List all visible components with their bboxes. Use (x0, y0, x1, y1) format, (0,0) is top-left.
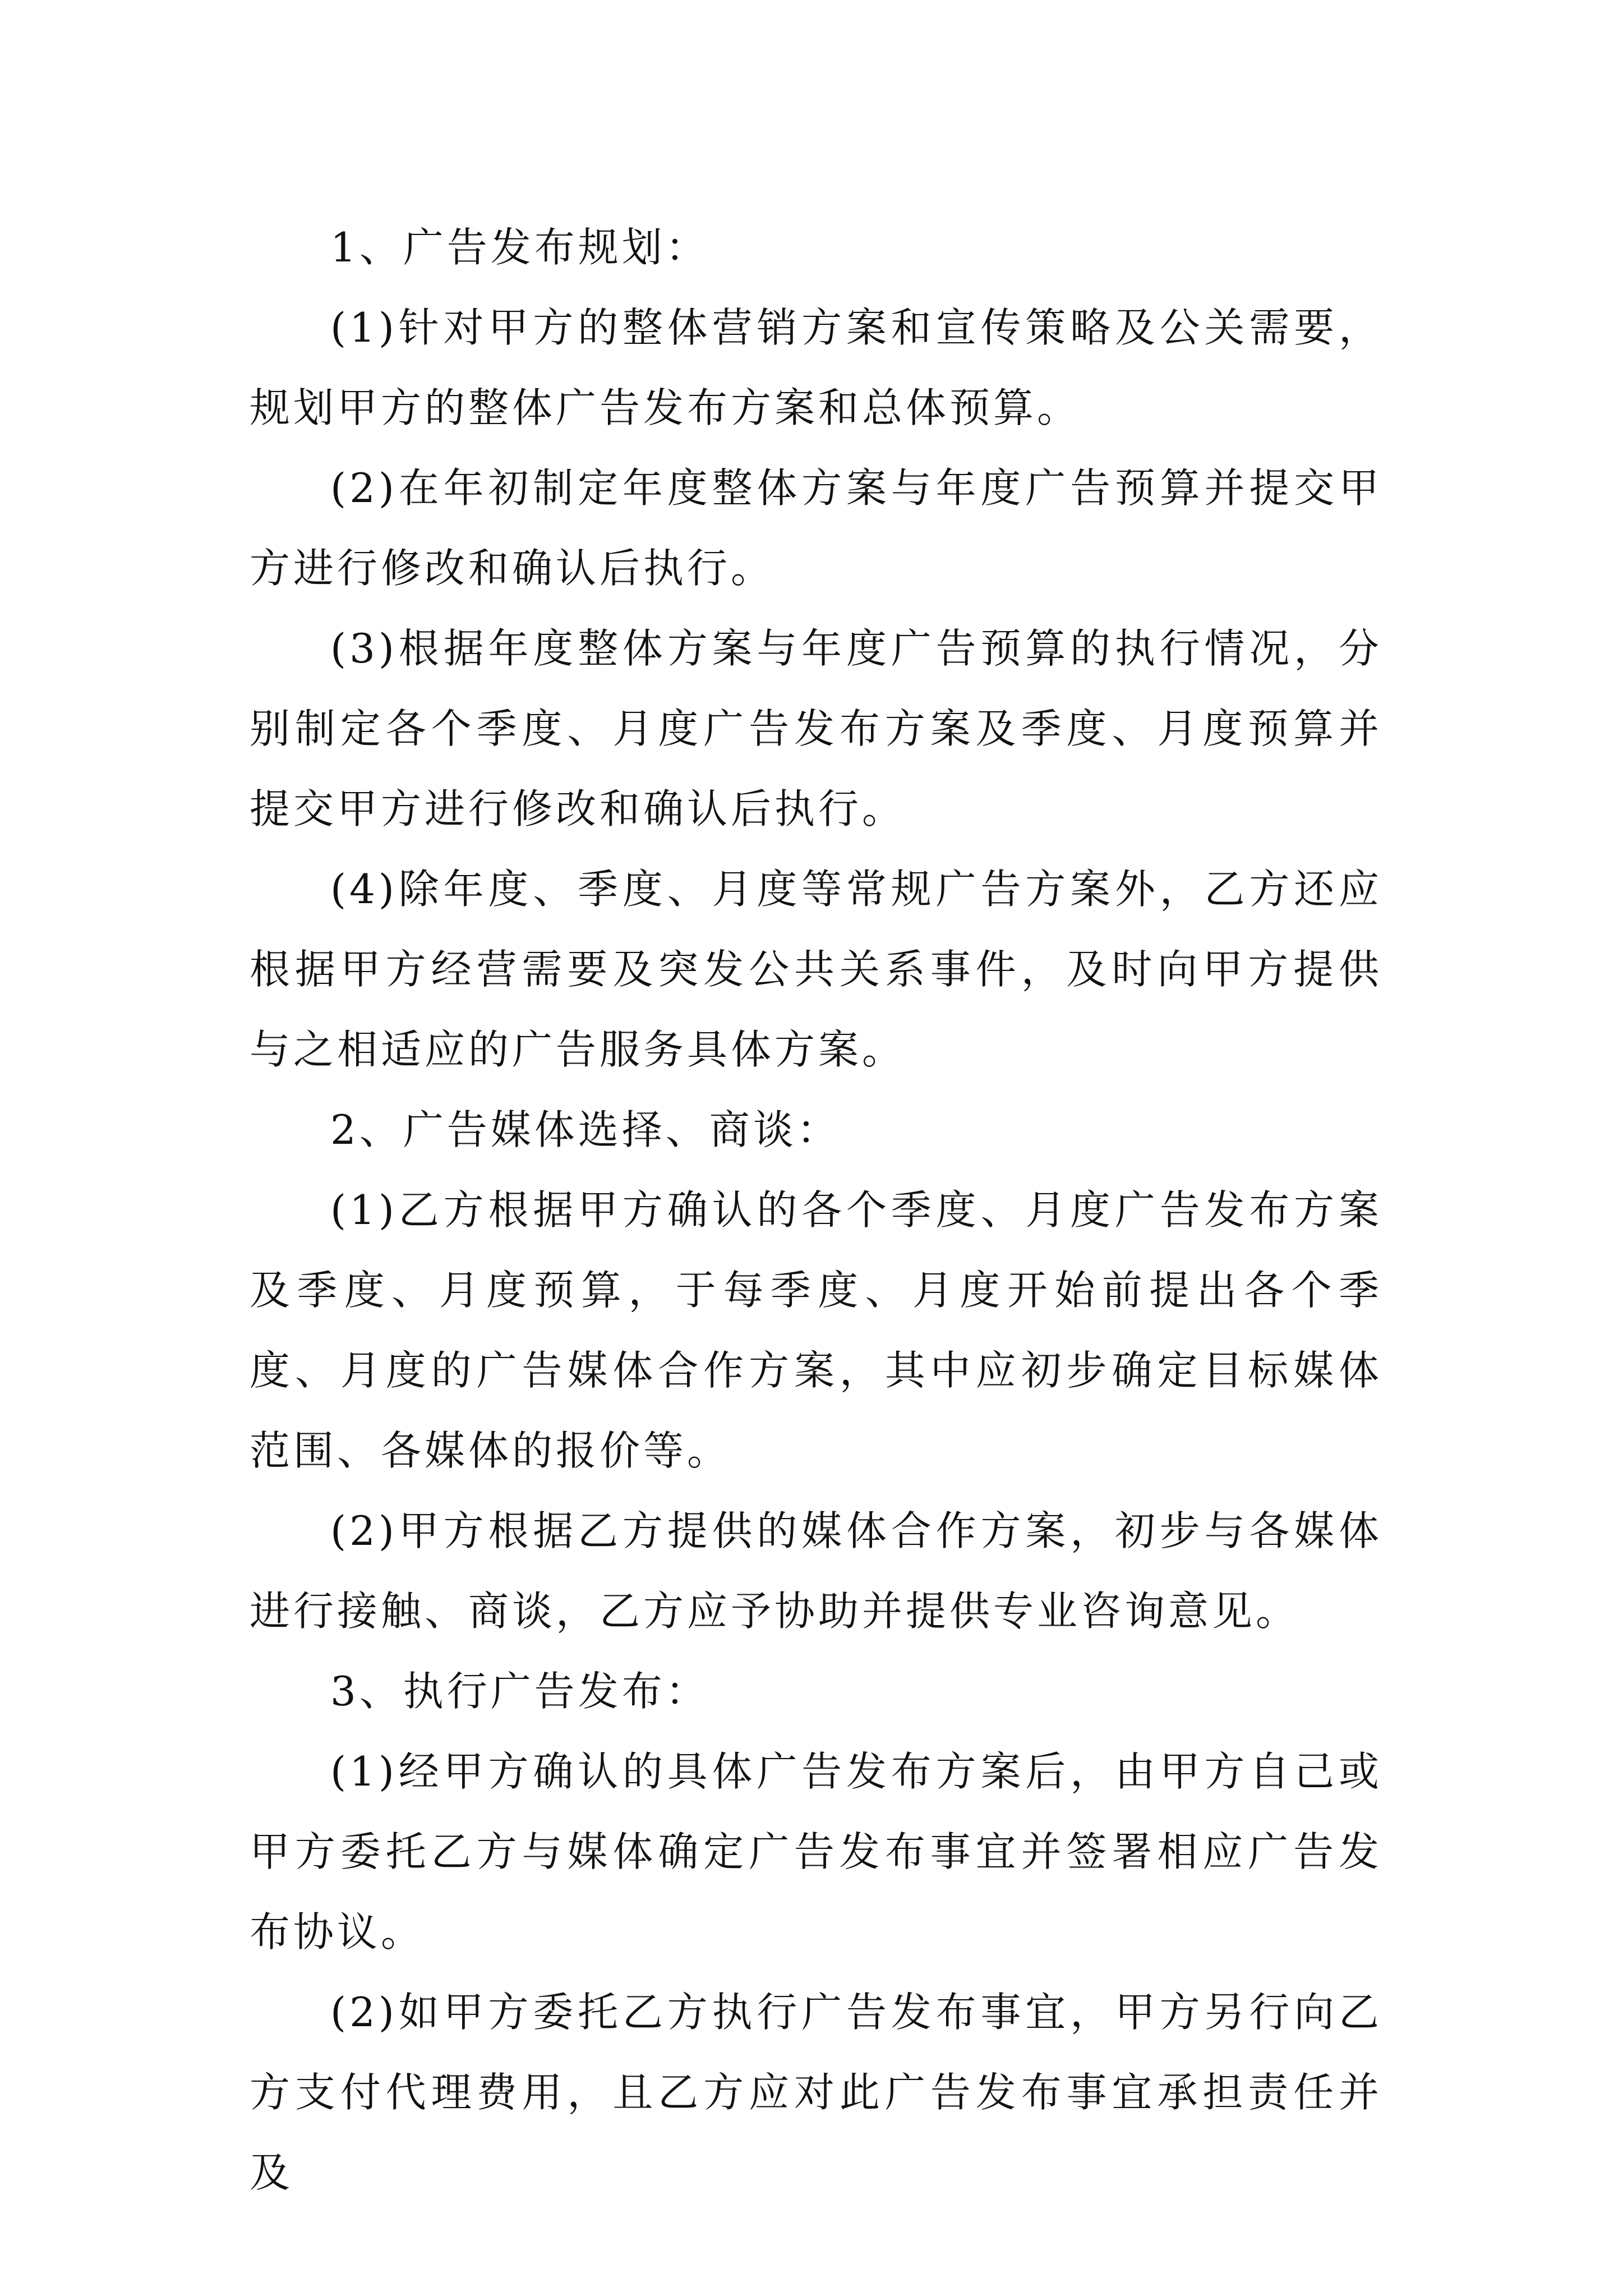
paragraph-item: (2)甲方根据乙方提供的媒体合作方案，初步与各媒体进行接触、商谈，乙方应予协助并提供专业咨询意见。 (250, 1507, 1382, 1635)
paragraph-item: (2)在年初制定年度整体方案与年度广告预算并提交甲方进行修改和确认后执行。 (250, 464, 1382, 592)
paragraph-item: (1)乙方根据甲方确认的各个季度、月度广告发布方案及季度、月度预算，于每季度、月度开始前提出各个季度、月度的广告媒体合作方案，其中应初步确定目标媒体范围、各媒体的报价等。 (250, 1186, 1382, 1474)
document-body (250, 208, 1382, 2213)
paragraph-item: (1)经甲方确认的具体广告发布方案后，由甲方自己或甲方委托乙方与媒体确定广告发布事宜并签署相应广告发布协议。 (250, 1748, 1382, 1955)
paragraph-item: (1)针对甲方的整体营销方案和宣传策略及公关需要，规划甲方的整体广告发布方案和总体预算。 (250, 304, 1382, 431)
paragraph-item: (3)根据年度整体方案与年度广告预算的执行情况，分别制定各个季度、月度广告发布方案及季度、月度预算并提交甲方进行修改和确认后执行。 (250, 625, 1382, 832)
paragraph-item: (4)除年度、季度、月度等常规广告方案外，乙方还应根据甲方经营需要及突发公共关系事件，及时向甲方提供与之相适应的广告服务具体方案。 (250, 866, 1382, 1073)
section-heading-ad-planning: 1、广告发布规划： (330, 224, 709, 271)
paragraph-item: (2)如甲方委托乙方执行广告发布事宜，甲方另行向乙方支付代理费用，且乙方应对此广告发布事宜承担责任并及 (250, 1989, 1382, 2196)
section-heading-media-selection: 2、广告媒体选择、商谈： (330, 1106, 841, 1153)
section-heading-ad-execution: 3、执行广告发布： (330, 1668, 709, 1715)
